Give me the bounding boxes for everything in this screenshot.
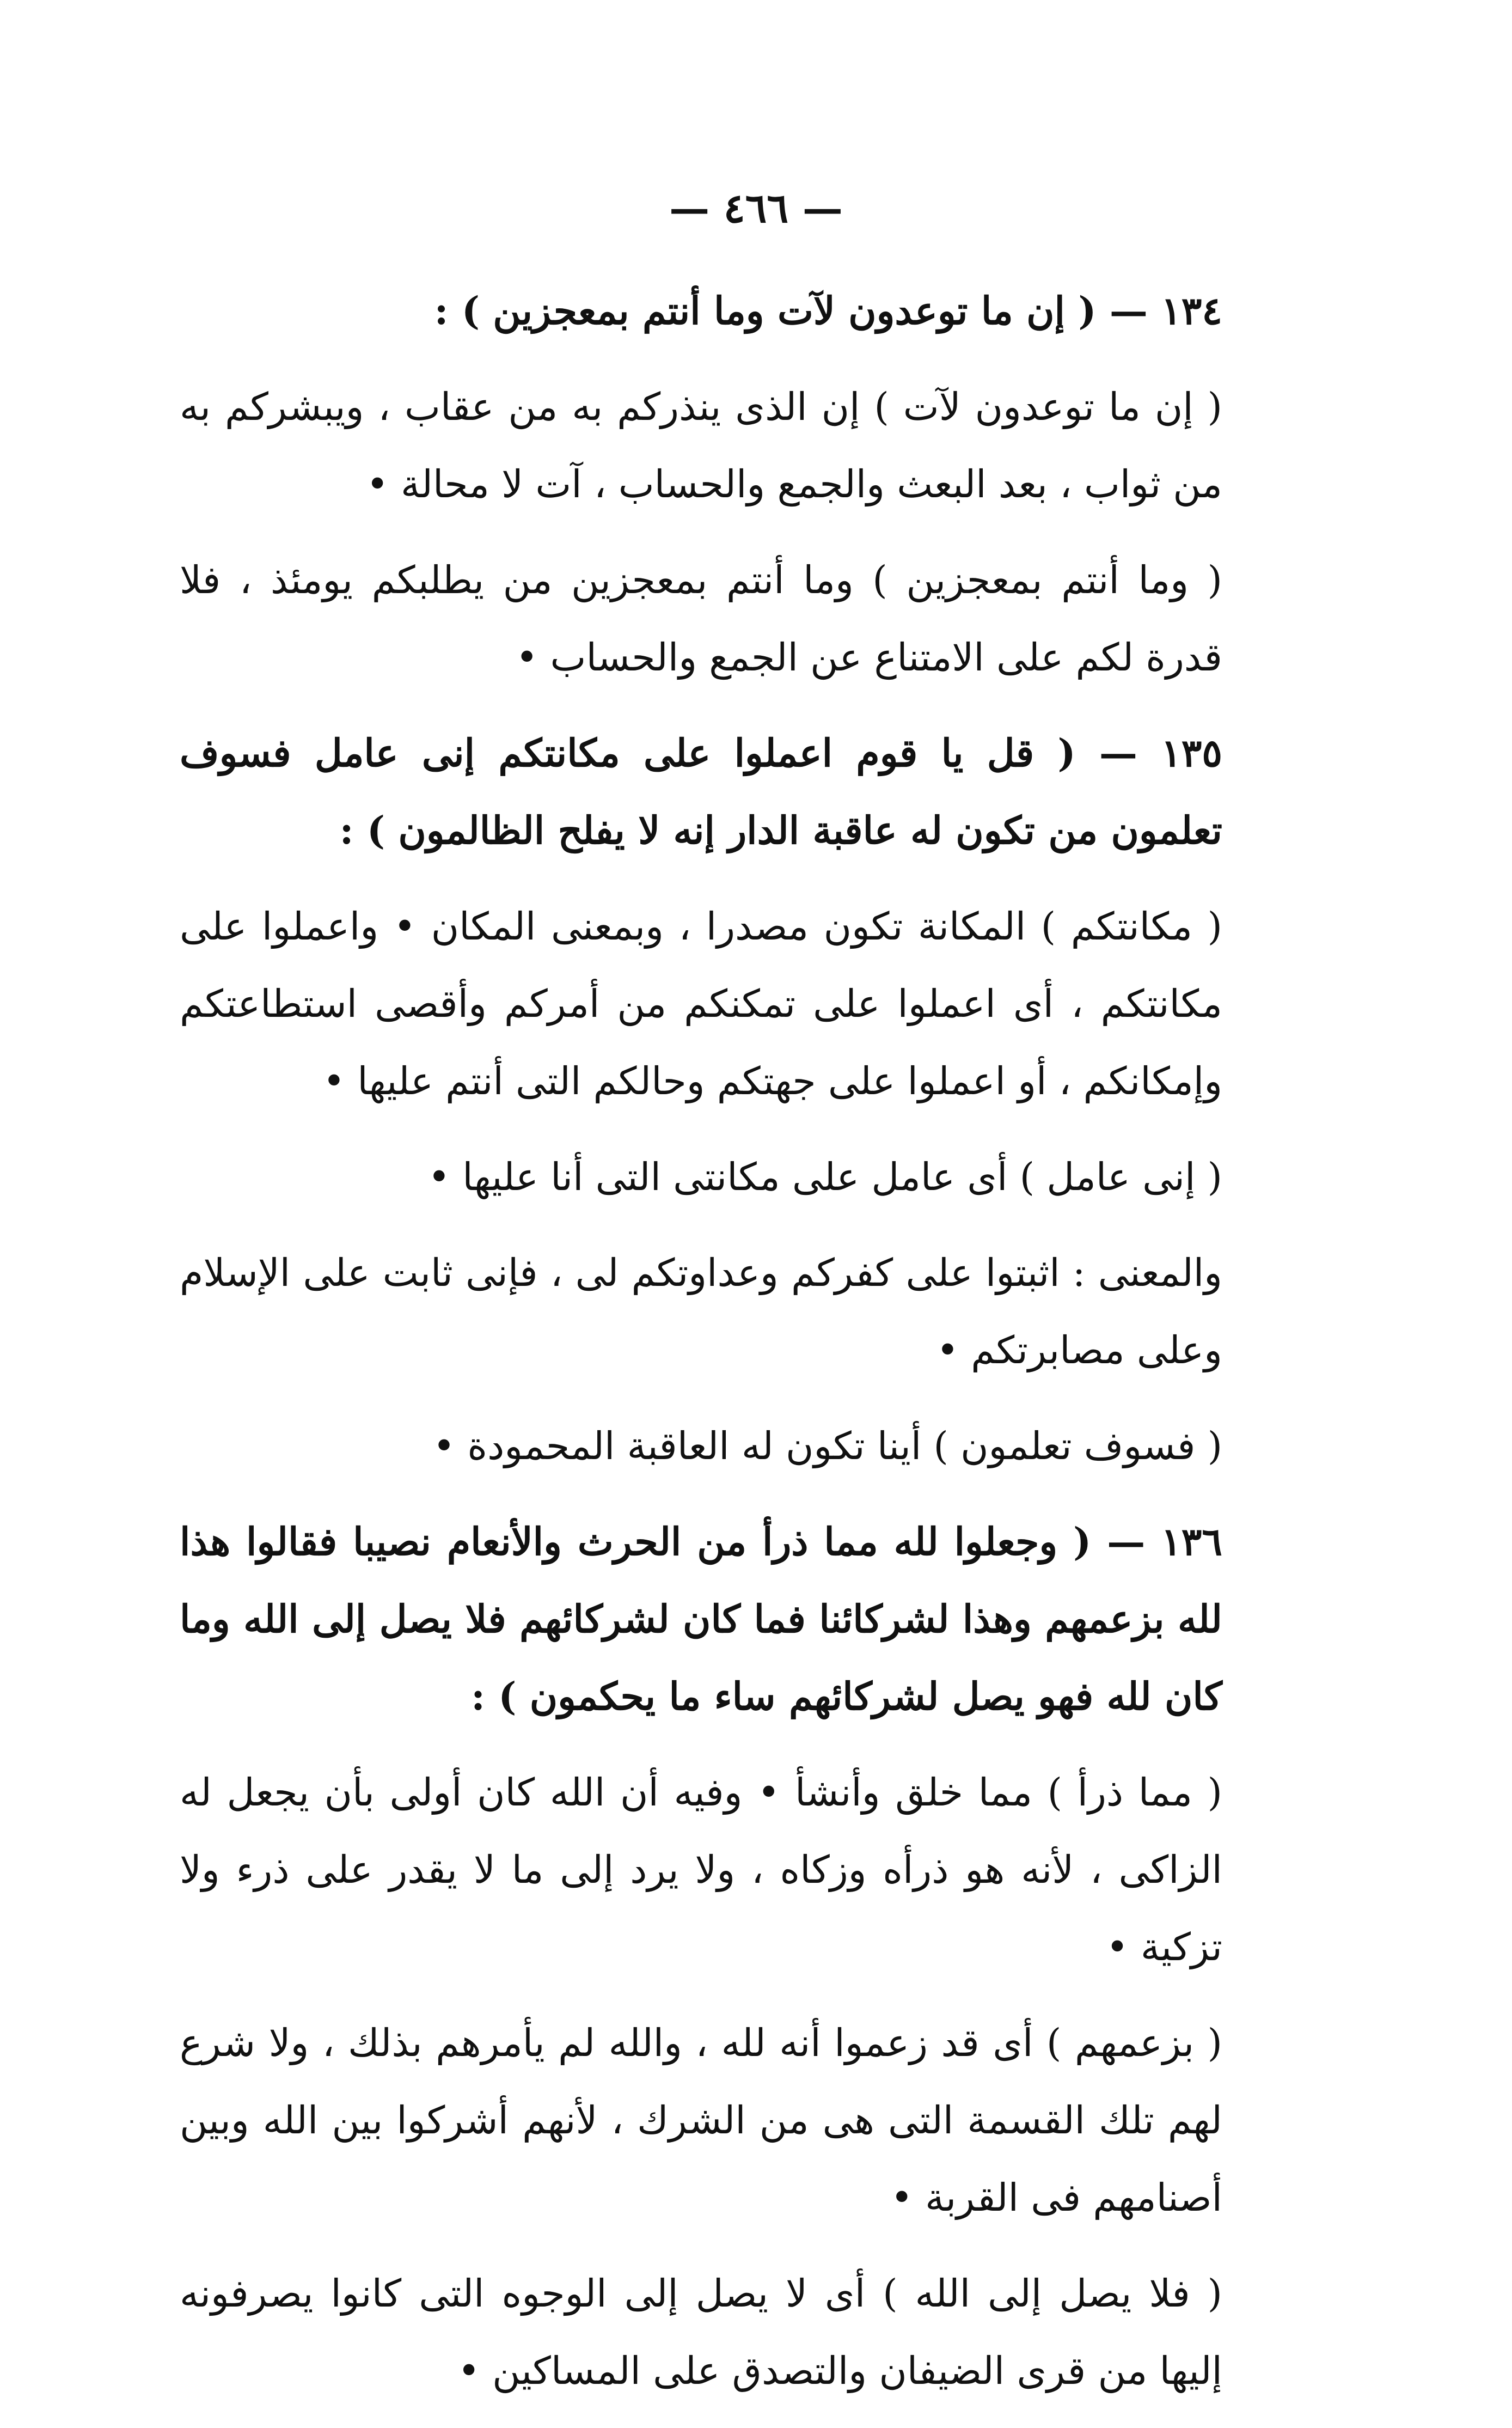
commentary-paragraph: ( إنى عامل ) أى عامل على مكانتى التى أنا عليها • (427, 1155, 1222, 1199)
commentary-paragraph: ( فسوف تعلمون ) أينا تكون له العاقبة المحمودة • (432, 1424, 1222, 1468)
commentary-paragraph: ( بزعمهم ) أى قد زعموا أنه لله ، والله لم يأمرهم بذلك ، ولا شرع لهم تلك القسمة التى هى من الشرك ، لأنهم أشركوا بين الله وبين أصنامهم فى القربة • (180, 2021, 1222, 2220)
commentary-paragraph: والمعنى : اثبتوا على كفركم وعداوتكم لى ، فإنى ثابت على الإسلام وعلى مصابرتكم • (180, 1250, 1222, 1372)
commentary-paragraph: ( إن ما توعدون لآت ) إن الذى ينذركم به من عقاب ، ويبشركم به من ثواب ، بعد البعث والجمع والحساب ، آت لا محالة • (180, 385, 1222, 507)
commentary-paragraph: ( فلا يصل إلى الله ) أى لا يصل إلى الوجوه التى كانوا يصرفونه إليها من قرى الضيفان والتصدق على المساكين • (180, 2271, 1222, 2393)
text-body (180, 272, 1222, 2428)
verse-136-heading: ١٣٦ — ( وجعلوا لله مما ذرأ من الحرث والأنعام نصيبا فقالوا هذا لله بزعمهم وهذا لشركائنا فما كان لشركائهم فلا يصل إلى الله وما كان لله فهو يصل لشركائهم ساء ما يحكمون ) : (180, 1519, 1222, 1719)
commentary-paragraph: ( مما ذرأ ) مما خلق وأنشأ • وفيه أن الله كان أولى بأن يجعل له الزاكى ، لأنه هو ذرأه وزكاه ، ولا يرد إلى ما لا يقدر على ذرء ولا تزكية • (180, 1770, 1222, 1969)
commentary-paragraph: ( وما أنتم بمعجزين ) وما أنتم بمعجزين من يطلبكم يومئذ ، فلا قدرة لكم على الامتناع عن الجمع والحساب • (180, 558, 1222, 680)
commentary-paragraph: ( مكانتكم ) المكانة تكون مصدرا ، وبمعنى المكان • واعملوا على مكانتكم ، أى اعملوا على تمكنكم من أمركم وأقصى استطاعتكم وإمكانكم ، أو اعملوا على جهتكم وحالكم التى أنتم عليها • (180, 904, 1222, 1103)
page-number: — ٤٦٦ — (669, 185, 843, 232)
verse-135-heading: ١٣٥ — ( قل يا قوم اعملوا على مكانتكم إنى عامل فسوف تعلمون من تكون له عاقبة الدار إنه لا يفلح الظالمون ) : (180, 730, 1222, 853)
verse-134-heading: ١٣٤ — ( إن ما توعدون لآت وما أنتم بمعجزين ) : (434, 288, 1222, 333)
